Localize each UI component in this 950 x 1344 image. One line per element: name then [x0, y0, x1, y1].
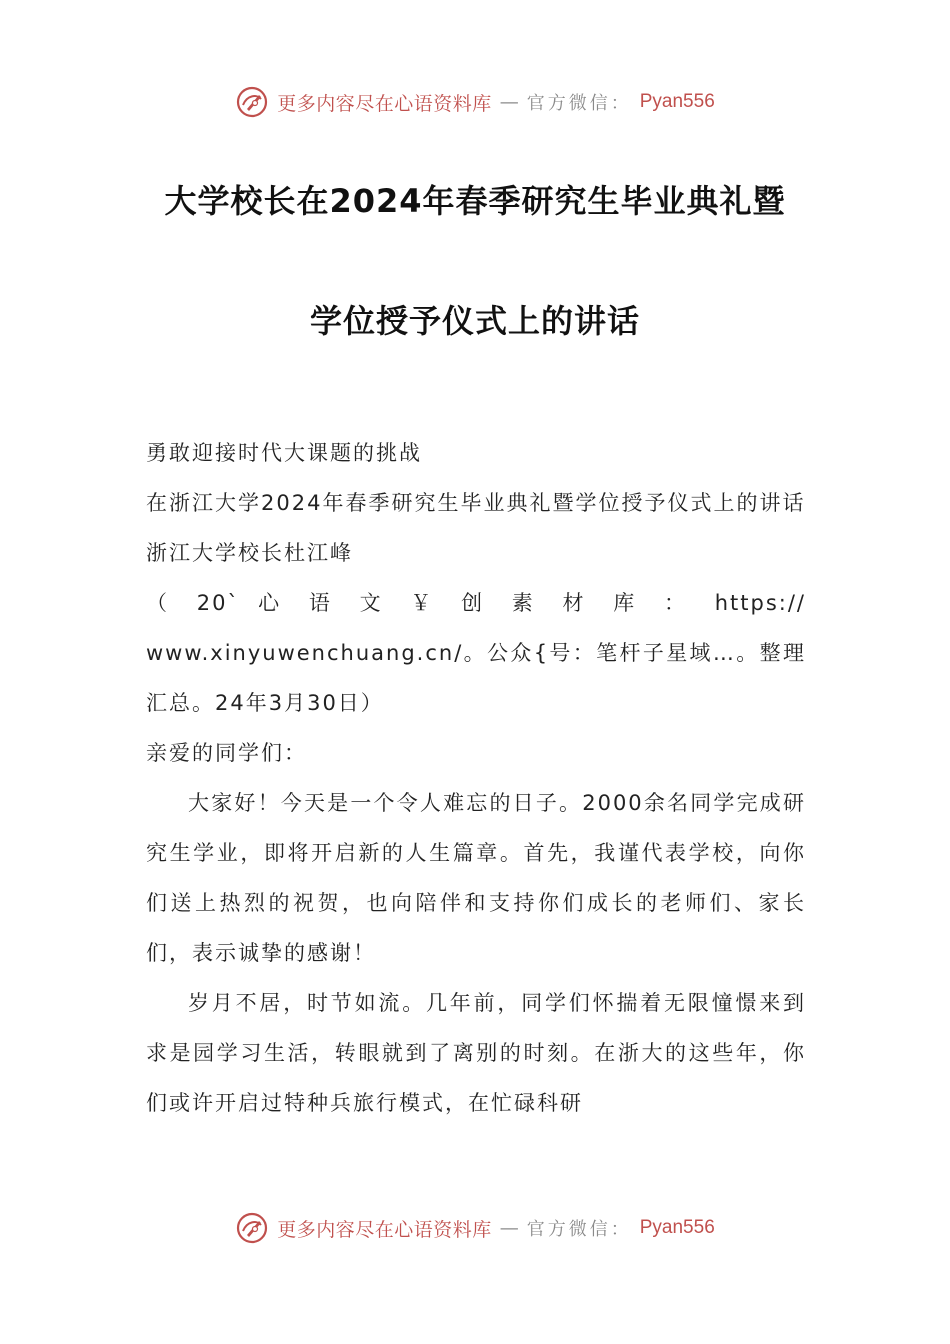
pen-swirl-logo-icon: [235, 1211, 269, 1245]
banner-main-text: 更多内容尽在心语资料库: [277, 1218, 492, 1241]
banner-dash: —: [499, 91, 519, 113]
banner-account: Pyan556: [639, 1217, 715, 1238]
speaker: 浙江大学校长杜江峰: [146, 541, 353, 565]
pen-swirl-logo-icon: [235, 85, 269, 119]
footer-banner: [0, 1208, 950, 1248]
source-note-line-1: （ 20` 心 语 文 ￥ 创 素 材 库 ： https://: [146, 591, 806, 615]
subtitle: 勇敢迎接时代大课题的挑战: [146, 441, 422, 465]
occasion: 在浙江大学2024年春季研究生毕业典礼暨学位授予仪式上的讲话: [146, 491, 806, 515]
banner-wechat-label: 官方微信：: [526, 1219, 632, 1240]
source-note-line-2: www.xinyuwenchuang.cn/。公众{号：笔杆子星域…。整理: [146, 641, 806, 665]
banner-account: Pyan556: [639, 91, 715, 112]
banner-dash: —: [499, 1217, 519, 1239]
document-body: [146, 428, 806, 1128]
banner-main-text: 更多内容尽在心语资料库: [277, 92, 492, 115]
page-title-line-2: 学位授予仪式上的讲话: [309, 302, 640, 340]
banner-wechat-label: 官方微信：: [526, 93, 632, 114]
paragraph-2: 岁月不居，时节如流。几年前，同学们怀揣着无限憧憬来到求是园学习生活，转眼就到了离别的时刻。在浙大的这些年，你们或许开启过特种兵旅行模式，在忙碌科研: [146, 991, 806, 1115]
paragraph-1: 大家好！今天是一个令人难忘的日子。2000余名同学完成研究生学业，即将开启新的人生篇章。首先，我谨代表学校，向你们送上热烈的祝贺，也向陪伴和支持你们成长的老师们、家长们，表示诚挚的感谢！: [146, 791, 806, 965]
greeting: 亲爱的同学们：: [146, 741, 307, 765]
page-title-line-1: 大学校长在2024年春季研究生毕业典礼暨: [164, 182, 786, 220]
header-banner: [0, 82, 950, 122]
source-note-line-3: 汇总。24年3月30日）: [146, 691, 384, 715]
